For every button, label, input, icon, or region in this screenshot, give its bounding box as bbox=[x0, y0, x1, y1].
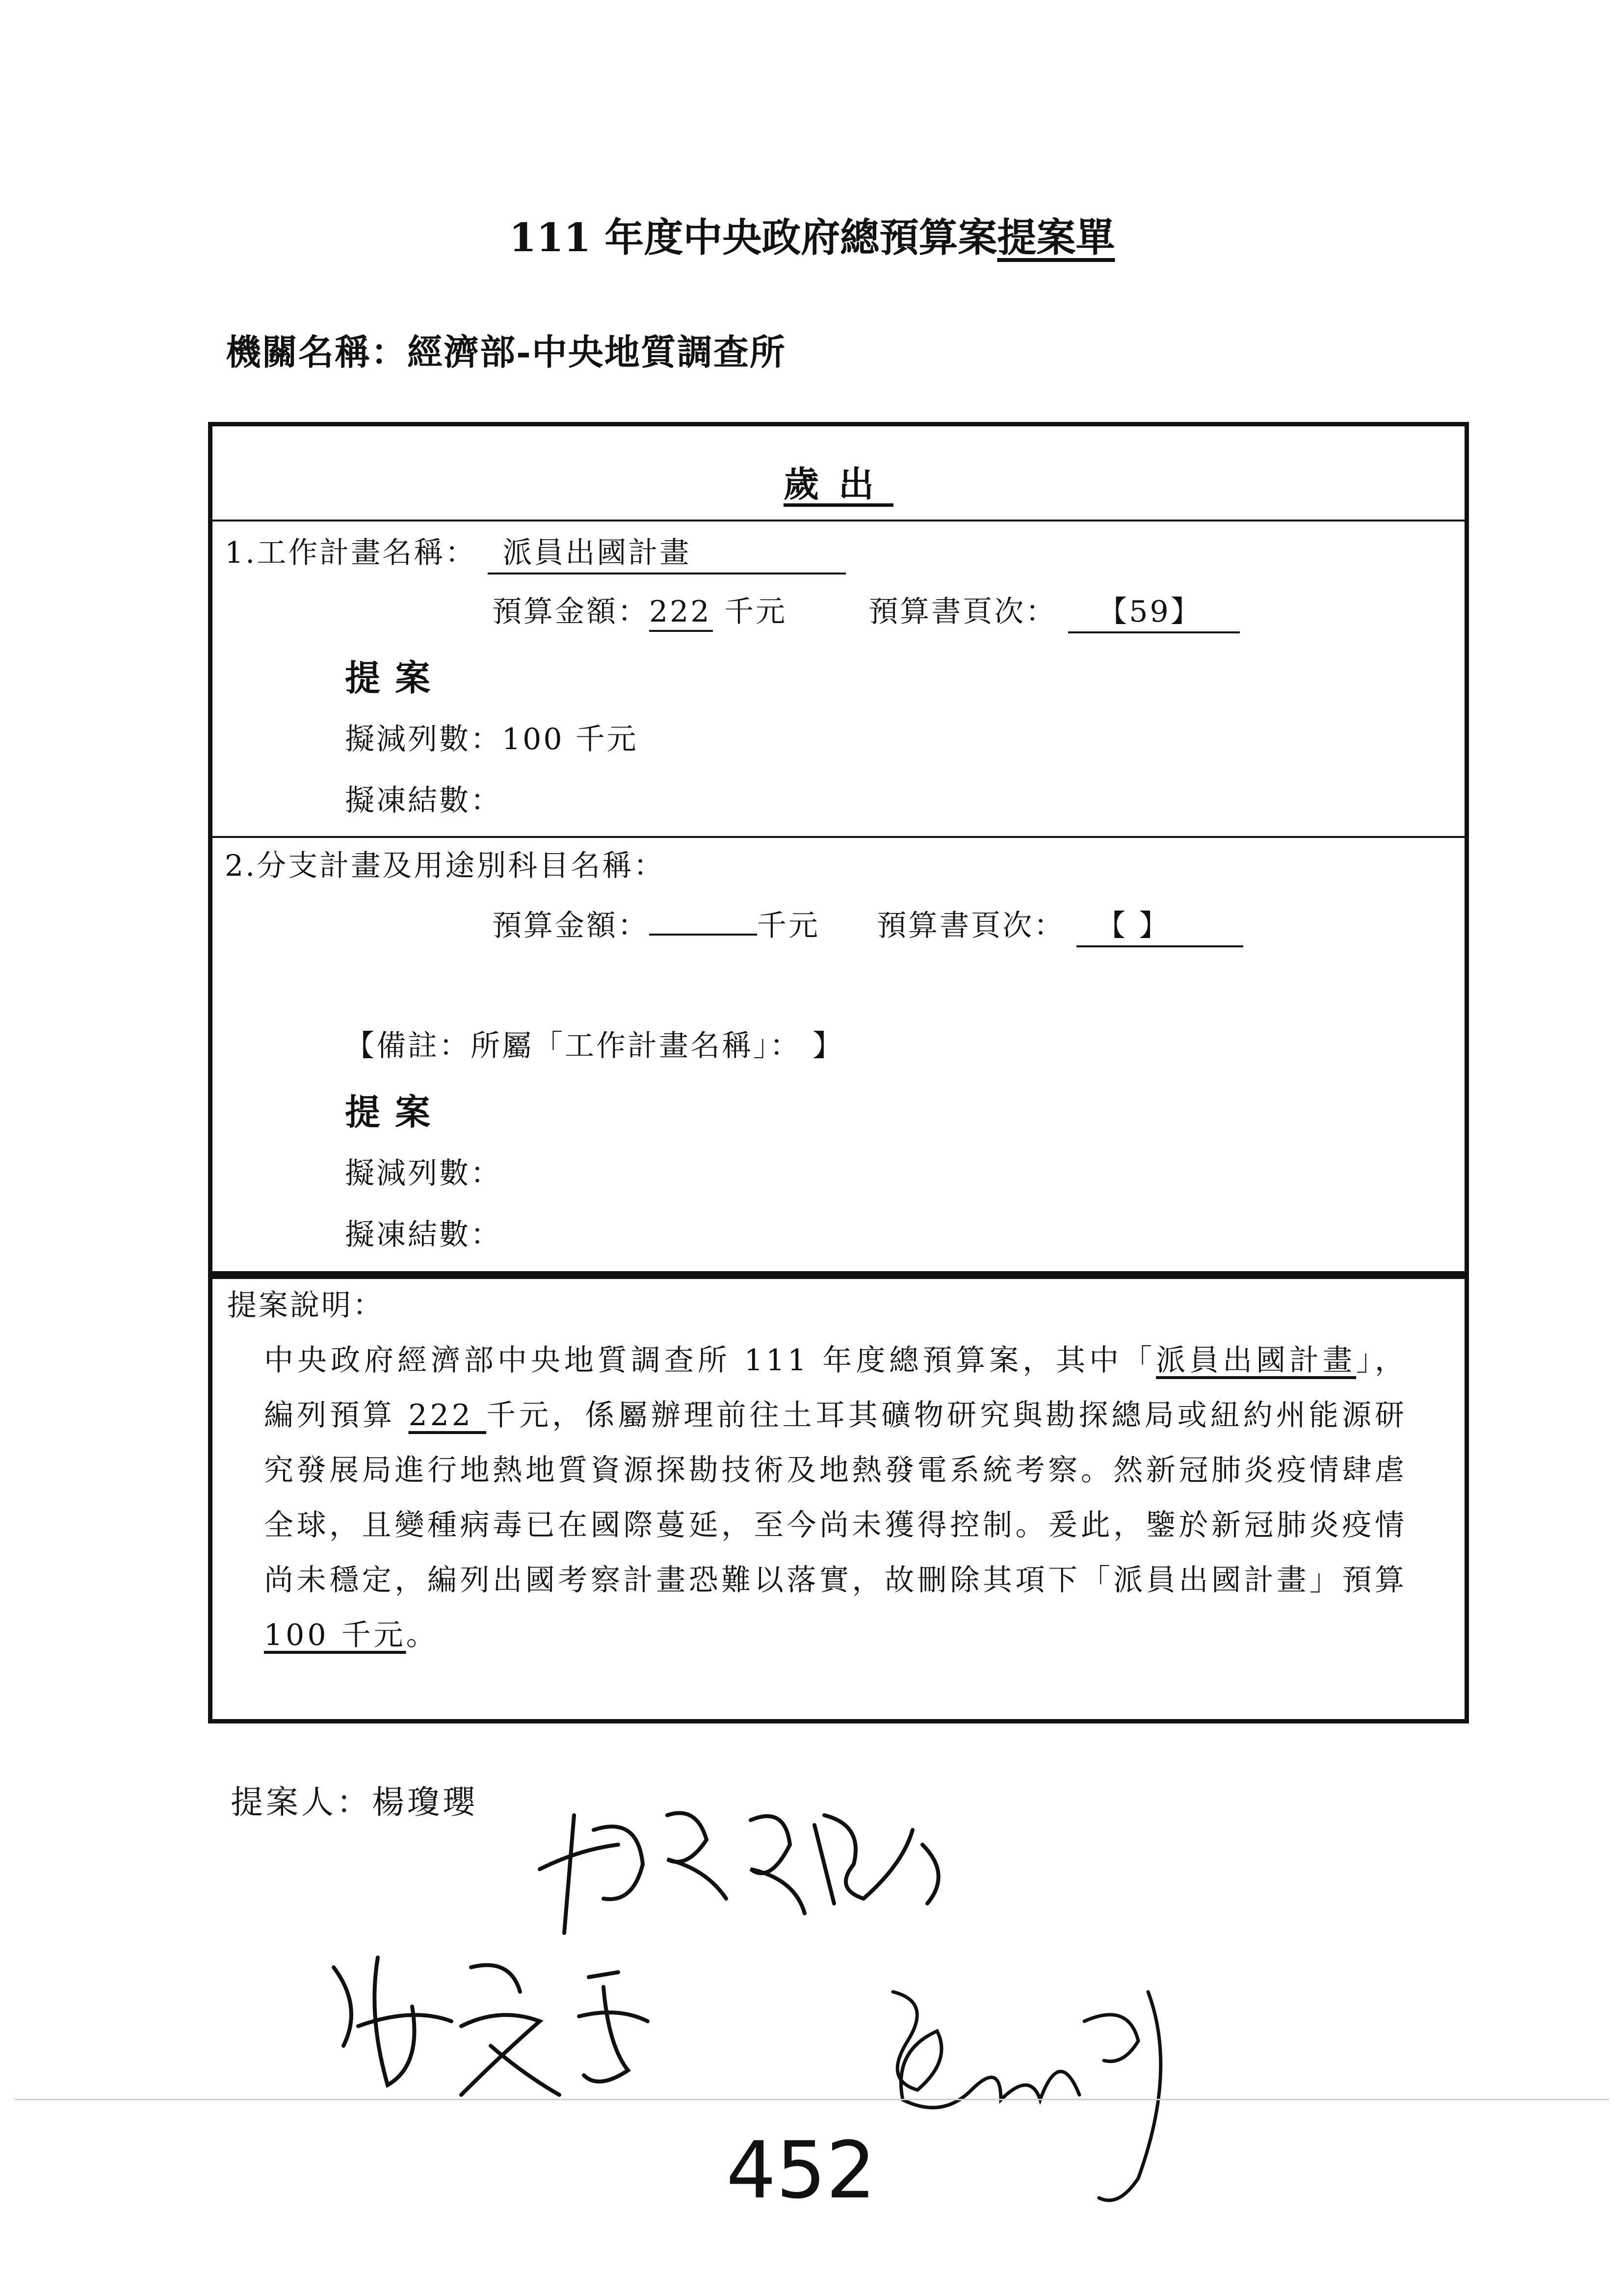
title-underlined: 提案單 bbox=[997, 214, 1115, 261]
item1-cut-value: 100 千元 bbox=[502, 722, 638, 757]
item2-unit: 千元 bbox=[757, 909, 820, 943]
agency-name: 機關名稱：經濟部-中央地質調查所 bbox=[226, 331, 786, 373]
item1-budget-value: 222 bbox=[649, 595, 713, 632]
item1-unit: 千元 bbox=[724, 595, 787, 629]
item2-budget-label: 預算金額： bbox=[492, 909, 649, 943]
divider bbox=[212, 520, 1465, 522]
explanation-part: 千元，係屬辦理前往土耳其礦物研究與勘探總局或紐約州能源研究發展局進行地熱地質資源探勘技術及地熱發電系統考察。然新冠肺炎疫情肆虐全球，且變種病毒已在國際蔓延，至今尚未獲得控制。爰此，鑒於新冠肺炎疫情尚未穩定，編列出國考察計畫恐難以落實，故刪除其項下「派員出國計畫」預算 bbox=[264, 1398, 1408, 1597]
item1-page-value: 【59】 bbox=[1068, 588, 1240, 633]
explanation-heading: 提案說明： bbox=[227, 1288, 384, 1323]
item2-page-value: 【 】 bbox=[1076, 902, 1243, 947]
item1-budget-row bbox=[492, 588, 1240, 633]
item1-plan-name: 派員出國計畫 bbox=[488, 529, 846, 574]
scan-line bbox=[15, 2099, 1609, 2100]
explanation-part: 」，編列預算 bbox=[264, 1343, 1408, 1433]
item1-cut-label: 擬減列數： bbox=[345, 722, 502, 757]
item1-row bbox=[225, 529, 846, 574]
signature-3 bbox=[873, 1972, 1178, 2218]
item1-cut-row bbox=[345, 716, 638, 758]
explanation-part: 中央政府經濟部中央地質調查所 111 年度總預算案，其中「 bbox=[264, 1343, 1156, 1378]
explanation-section bbox=[208, 1275, 1469, 1723]
explanation-part: 。 bbox=[406, 1618, 439, 1652]
item2-budget-blank bbox=[649, 933, 757, 936]
explanation-underlined: 100 千元 bbox=[264, 1618, 406, 1652]
signature-1 bbox=[520, 1786, 962, 1943]
item1-label: 1.工作計畫名稱： bbox=[225, 536, 477, 570]
divider bbox=[212, 836, 1465, 838]
item2-cut-label: 擬減列數： bbox=[345, 1156, 502, 1191]
item1-freeze-label: 擬凍結數： bbox=[345, 783, 502, 818]
page-title bbox=[0, 206, 1624, 262]
item1-page-label: 預算書頁次： bbox=[868, 595, 1057, 629]
proposer: 提案人：楊瓊瓔 bbox=[231, 1783, 478, 1821]
item1-budget-label: 預算金額： bbox=[492, 595, 649, 629]
item2-note: 【備註：所屬「工作計畫名稱」： 】 bbox=[345, 1029, 844, 1063]
item1-proposal-heading: 提案 bbox=[345, 657, 445, 699]
title-main: 111 年度中央政府總預算案 bbox=[509, 214, 997, 261]
explanation-text bbox=[264, 1333, 1407, 1663]
item2-freeze-label: 擬凍結數： bbox=[345, 1218, 502, 1252]
signature-2 bbox=[314, 1948, 687, 2110]
item2-page-label: 預算書頁次： bbox=[877, 909, 1066, 943]
expenditure-section bbox=[208, 422, 1469, 1276]
section-heading: 歲出 bbox=[783, 463, 893, 505]
item2-proposal-heading: 提案 bbox=[345, 1091, 445, 1133]
page-number: 452 bbox=[726, 2124, 876, 2216]
explanation-underlined: 222 bbox=[408, 1398, 487, 1433]
item2-label: 2.分支計畫及用途別科目名稱： bbox=[225, 849, 665, 883]
item2-budget-row bbox=[492, 902, 1243, 947]
explanation-underlined: 派員出國計畫 bbox=[1156, 1343, 1357, 1378]
